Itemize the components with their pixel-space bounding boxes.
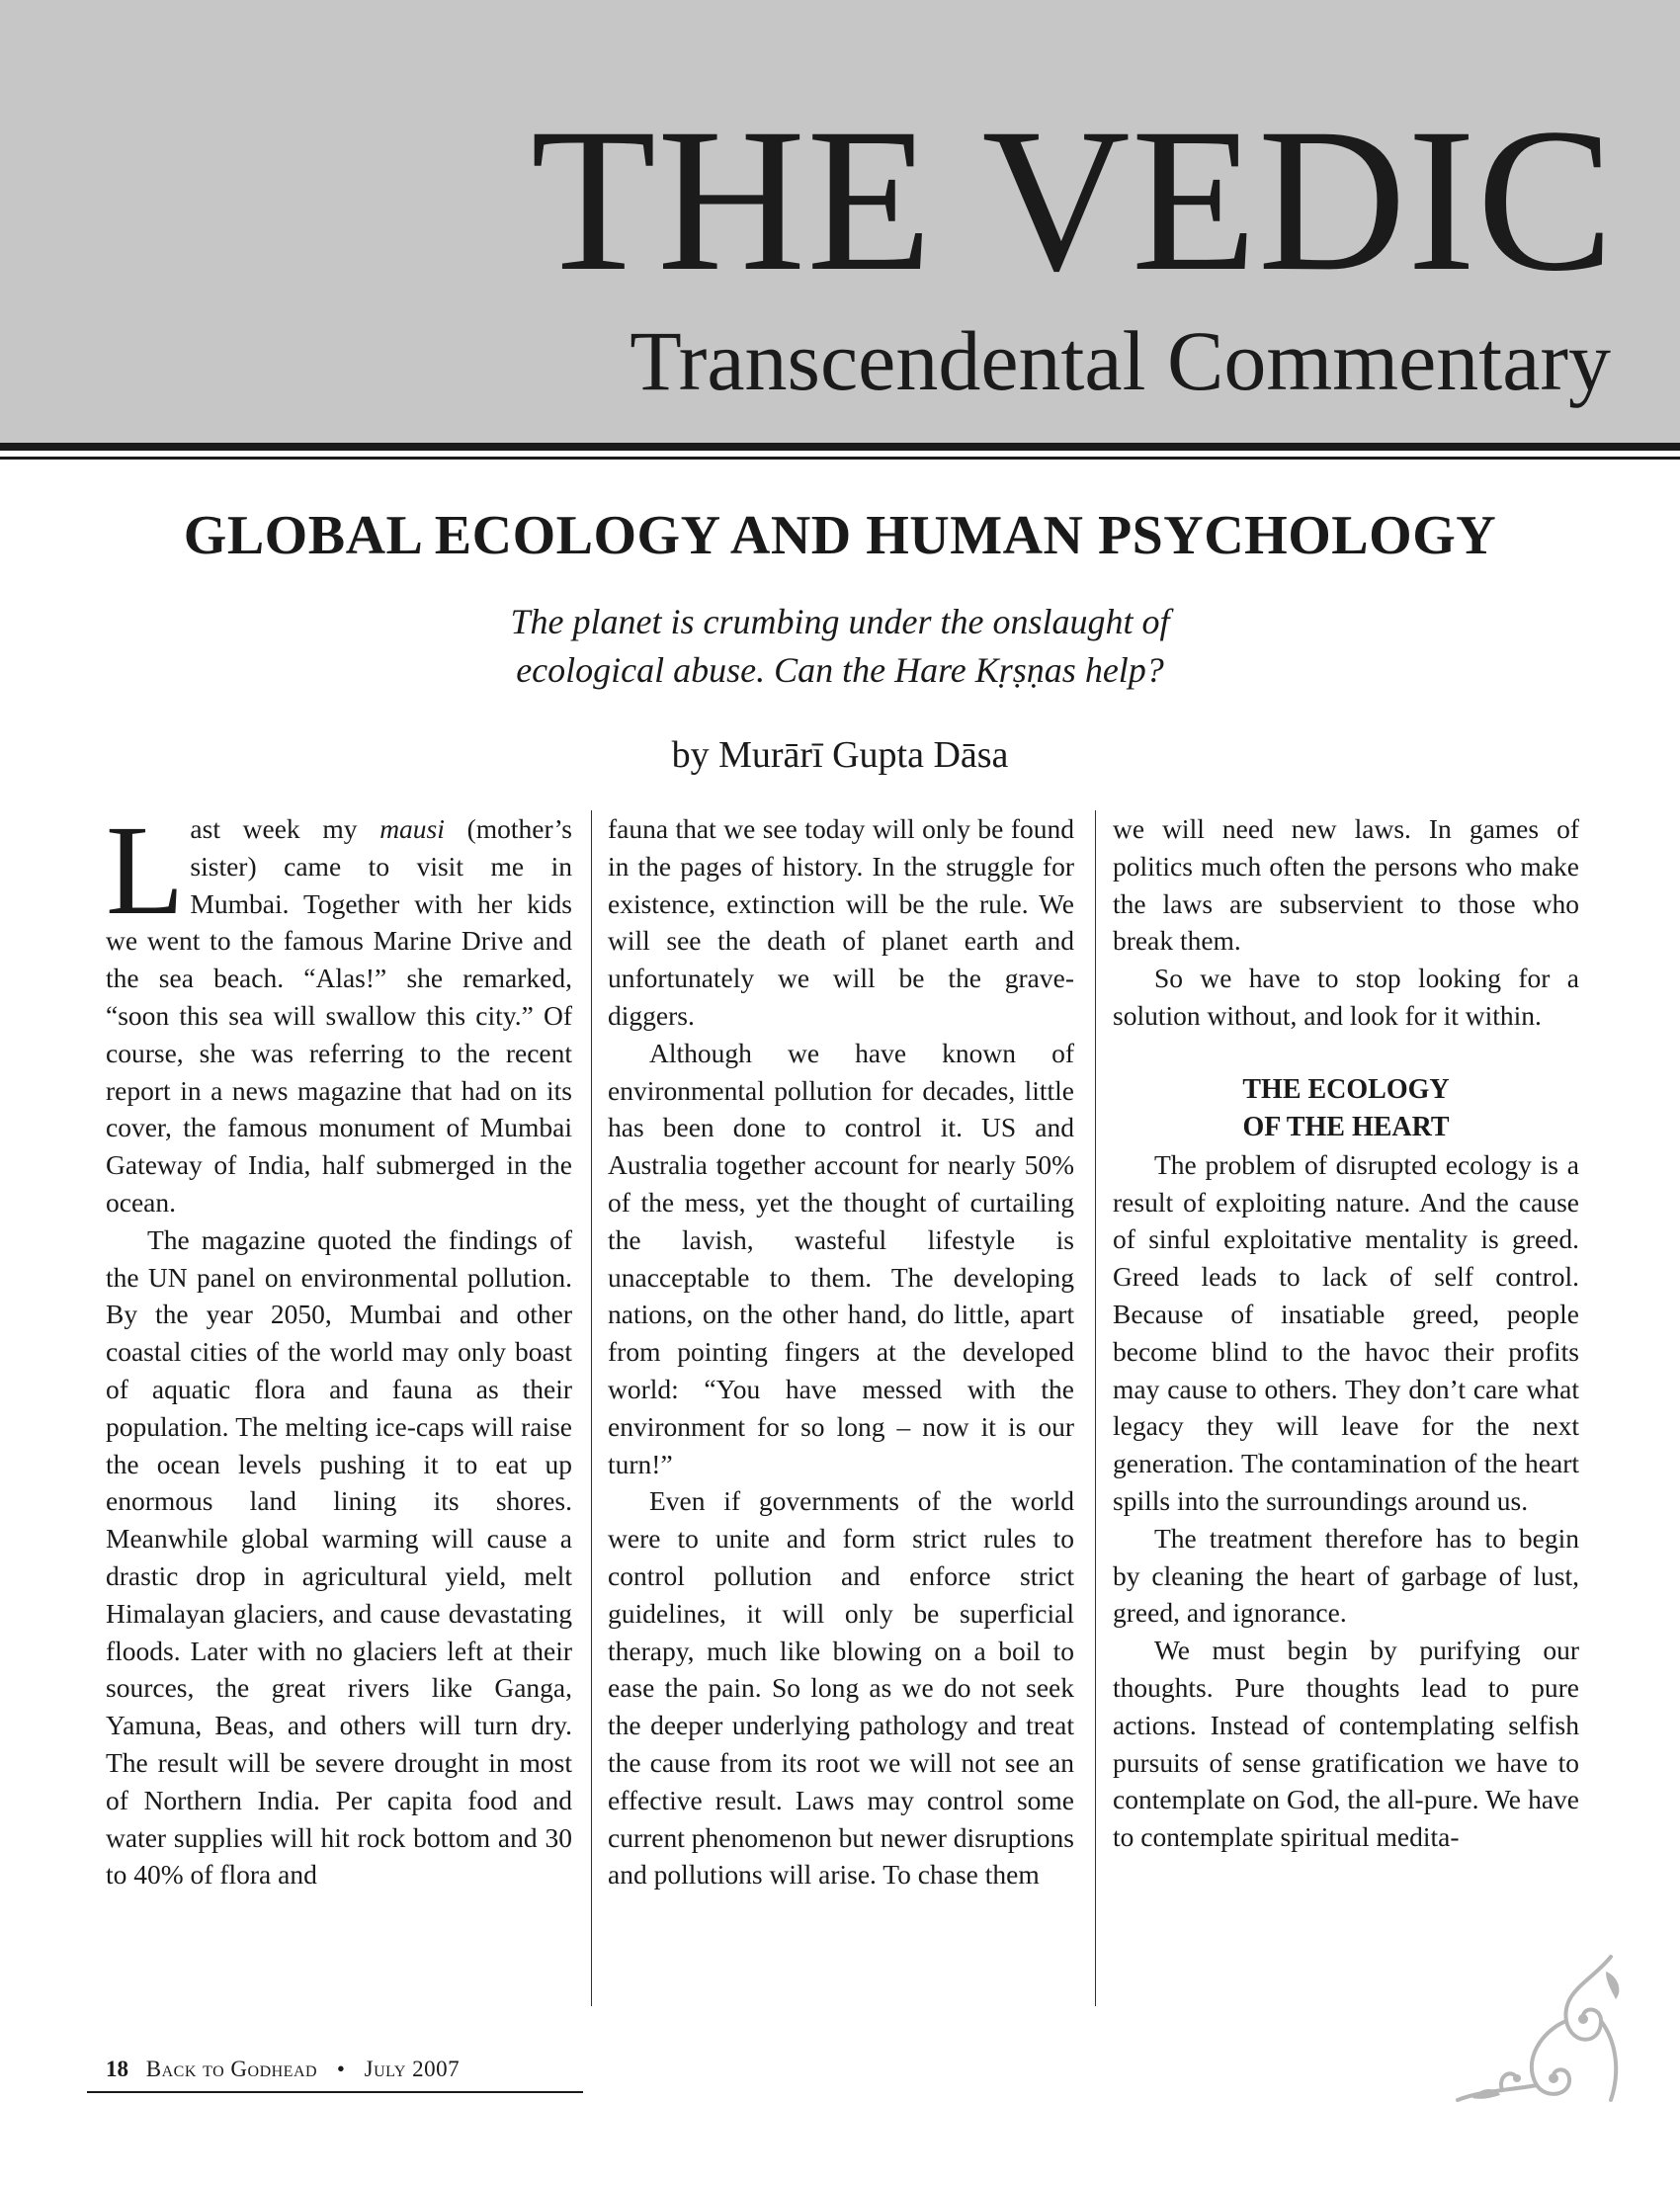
paragraph: We must begin by purifying our thoughts. Pure thoughts lead to pure actions. Instead of contemplating selfish pursuits of sense gratification we have to contemplate on God, the all-pure. We have to contemplate spiritual medita-	[1113, 1635, 1579, 1853]
column-divider	[591, 810, 592, 2006]
footer-rule	[87, 2091, 583, 2093]
paragraph: Even if governments of the world were to unite and form strict rules to control pollution and enforce strict guidelines, it will only be superficial therapy, much like blowing on a boil to ease the pain. So long as we do not seek the deeper underlying pathology and treat the cause from its root we will not see an effective result. Laws may control some current phenomenon but newer disruptions and pollutions will arise. To chase them	[608, 1485, 1074, 1891]
paragraph: fauna that we see today will only be found in the pages of history. In the struggle for existence, extinction will be the rule. We will see the death of planet earth and unfortunately we will be the grave-diggers.	[608, 813, 1074, 1031]
header-rule-thick	[0, 443, 1680, 451]
italic-word: mausi	[379, 813, 445, 844]
column-divider	[1095, 810, 1096, 2006]
header-rule-thin	[0, 457, 1680, 460]
floral-ornament-icon	[1443, 1952, 1631, 2110]
deck-line-2: ecological abuse. Can the Hare Kṛṣṇas help?	[516, 650, 1164, 690]
paragraph: The problem of disrupted ecology is a result of exploiting nature. And the cause of sinful exploitative mentality is greed. Greed leads to lack of self control. Because of insatiable greed, people become blind to the havoc their profits may cause to others. They don’t care what legacy they will leave for the next generation. The contamination of the heart spills into the surroundings around us.	[1113, 1148, 1579, 1516]
article-title: GLOBAL ECOLOGY AND HUMAN PSYCHOLOGY	[183, 505, 1497, 566]
byline: by Murārī Gupta Dāsa	[671, 734, 1009, 776]
footer-bullet: •	[336, 2057, 345, 2081]
magazine-name: Back to Godhead	[145, 2057, 318, 2081]
paragraph: we will need new laws. In games of politics much often the persons who make the laws are subservient to those who break them.	[1113, 813, 1579, 957]
article-deck	[0, 598, 1680, 695]
subheading-line-2: OF THE HEART	[1242, 1111, 1450, 1142]
article-column-3	[1113, 810, 1579, 1856]
text-run: (mother’s sister) came to visit me in Mumbai. Together with her kids we went to the famous Marine Drive and the sea beach. “Alas!” she remarked, “soon this sea will swallow this city.” Of course, she was referring to the recent report in a news magazine that had on its cover, the famous monument of Mumbai Gateway of India, half submerged in the ocean.	[106, 813, 572, 1218]
text-run: ast week my	[190, 813, 380, 844]
issue-date: July 2007	[364, 2057, 461, 2081]
section-title: THE VEDIC	[530, 86, 1615, 313]
paragraph: The magazine quoted the findings of the UN panel on environmental pollution. By the year 2050, Mumbai and other coastal cities of the world may only boast of aquatic flora and fauna as their population. The melting ice-caps will raise the ocean levels pushing it to eat up enormous land lining its shores. Meanwhile global warming will cause a drastic drop in agricultural yield, melt Himalayan glaciers, and cause devastating floods. Later with no glaciers left at their sources, the great rivers like Ganga, Yamuna, Beas, and others will turn dry. The result will be severe drought in most of Northern India. Per capita food and water supplies will hit rock bottom and 30 to 40% of flora and	[106, 1223, 572, 1891]
drop-cap: L	[106, 799, 185, 942]
paragraph: So we have to stop looking for a solution without, and look for it within.	[1113, 963, 1579, 1031]
page-number: 18	[106, 2057, 128, 2081]
subheading-line-1: THE ECOLOGY	[1242, 1073, 1450, 1105]
page-footer	[106, 2057, 460, 2082]
paragraph: The treatment therefore has to begin by cleaning the heart of garbage of lust, greed, and ignorance.	[1113, 1522, 1579, 1629]
article-column-2	[608, 810, 1074, 1893]
section-subtitle: Transcendental Commentary	[630, 313, 1611, 408]
paragraph: Although we have known of environmental pollution for decades, little has been done to control it. US and Australia together account for nearly 50% of the mess, yet the thought of curtailing the lavish, wasteful lifestyle is unacceptable to them. The developing nations, on the other hand, do little, apart from pointing fingers at the developed world: “You have messed with the environment for so long – now it is our turn!”	[608, 1037, 1074, 1479]
subheading	[1113, 1071, 1579, 1146]
paragraph	[106, 799, 572, 1221]
article-column-1	[106, 799, 572, 1893]
deck-line-1: The planet is crumbing under the onslaught of	[510, 602, 1170, 641]
